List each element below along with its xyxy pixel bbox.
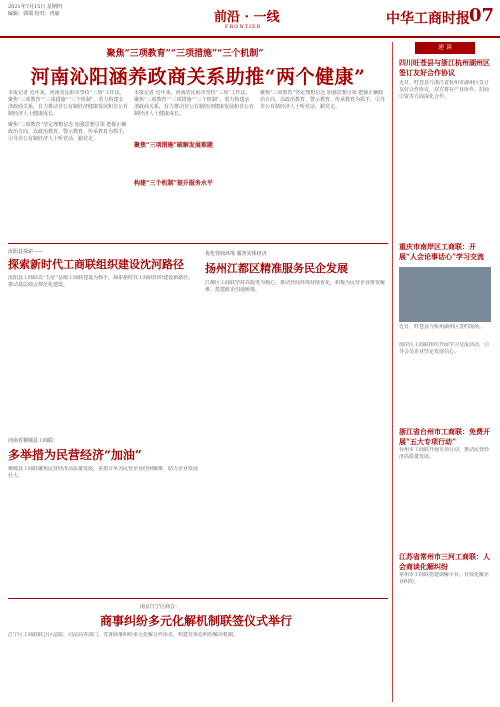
story3-headline: 多举措为民营经济“加油”	[8, 448, 142, 462]
sidebar-photo	[399, 267, 491, 322]
main-subhead-1: 聚焦“三项措施”破解发展难题	[134, 142, 213, 149]
lead-title: 聚焦“三项教育”“三项措施”“三个机制”	[106, 49, 264, 59]
section-divider	[8, 243, 388, 244]
main-headline: 河南沁阳涵养政商关系助推“两个健康”	[30, 66, 366, 88]
story3-kicker: 河南省桐城县工商联：	[8, 438, 59, 444]
page-number: 07	[468, 5, 494, 26]
sidebar-item-title: 浙江省台州市工商联：免费开展“五大专项行动”	[399, 427, 490, 446]
header-date: 2021年7月15日 星期四	[8, 4, 62, 10]
sidebar-tag: 速 读	[415, 42, 475, 54]
story5-headline: 商事纠纷多元化解机制联签仪式举行	[100, 614, 293, 628]
sidebar-item-body: 南岸区工商联组织开展学习交流活动，引导会员企业坚定发展信心。	[399, 342, 490, 355]
sidebar-item-body: 近日，旺苍县与浙江省杭州市湖州区签订友好合作协议，双方将在产业协作、招商引资等方面深化合作。	[399, 80, 490, 100]
story5-body: 江宁区工商联联合区法院、司法局等部门，签署商事纠纷多元化解合作协议，构建非诉讼纠纷解决机制。	[8, 632, 239, 638]
main-paragraph: 聚焦“三项教育”坚定理想信念 加强思想引领 把握正确政治方向，以政治教育、警示教育、传承教育为抓手，引导非公有制经济人士听党话、跟党走。	[8, 122, 128, 142]
sidebar-item-title: 江苏省常州市三河工商联：人会商谈化解纠纷	[399, 552, 490, 571]
sidebar-item-title: 重庆市南岸区工商联：开展“人会论事话心”学习交流	[399, 242, 485, 261]
story2-headline: 探索新时代工商联组织建设沈河路径	[8, 258, 184, 271]
story4-headline: 扬州江都区精准服务民企发展	[205, 262, 348, 275]
sidebar	[392, 42, 494, 702]
story5-kicker: 南京江宁区商会：	[140, 604, 181, 610]
story4-kicker: 优化营商环境 服务实体经济	[205, 251, 267, 257]
main-body-col1	[8, 90, 128, 240]
main-body-col3: 聚焦“三项教育”坚定理想信念 加强思想引领 把握正确政治方向，以政治教育、警示教育、传承教育为抓手，引导非公有制经济人士听党话、跟党走。	[260, 90, 386, 110]
header-editor: 编辑：郭瑞 校对：冉丽	[8, 11, 60, 17]
header-meta	[8, 4, 208, 18]
sidebar-item-body: 台州市工商联开展专项行动，推动民营经济高质量发展。	[399, 447, 490, 460]
paper-name: 中华工商时报	[386, 11, 470, 27]
story2-body: 汝阳县工商联以“五好”县级工商联建设为抓手，探索新时代工商联组织建设新路径，推动基层商会规范化建设。	[8, 275, 194, 288]
section-divider	[8, 598, 388, 599]
sidebar-item-title: 四川旺苍县与浙江杭州湖州区签订友好合作协议	[399, 58, 490, 77]
main-paragraph: 本报记者 近年来，河南省沁阳市坚持“三项”工作法，聚焦“三项教育”“三项措施”“三个机制”，着力构建亲清政商关系，有力推动非公有制经济健康发展和非公有制经济人士健康成长。	[8, 90, 128, 117]
main-subhead-2: 构建“三个机制”提升服务水平	[134, 180, 213, 187]
story2-kicker: 汝阳县探索——	[8, 249, 44, 255]
section-title-en: FRONTIER	[225, 24, 262, 30]
story3-body: 桐城县工商联聚焦民营经济高质量发展，多措并举为民营企业纾困解难，助力企业发展壮大。	[8, 466, 198, 479]
sidebar-item-body: 常州市工商联搭建调解平台，有效化解企业纠纷。	[399, 572, 490, 585]
section-title: 前沿 · 一线	[214, 10, 280, 25]
page-header	[0, 0, 500, 38]
story4-body: 江都区工商联坚持以服务为核心，推动营商环境持续优化，积极为民营企业排忧解难，搭建政企沟通桥梁。	[205, 280, 386, 293]
main-body-col2: 本报记者 近年来，河南省沁阳市坚持“三项”工作法，聚焦“三项教育”“三项措施”“三个机制”，着力构建亲清政商关系，有力推动非公有制经济健康发展和非公有制经济人士健康成长。	[134, 90, 254, 117]
photo-caption: 近日，旺苍县与杭州湖州区签约现场。	[399, 324, 485, 330]
